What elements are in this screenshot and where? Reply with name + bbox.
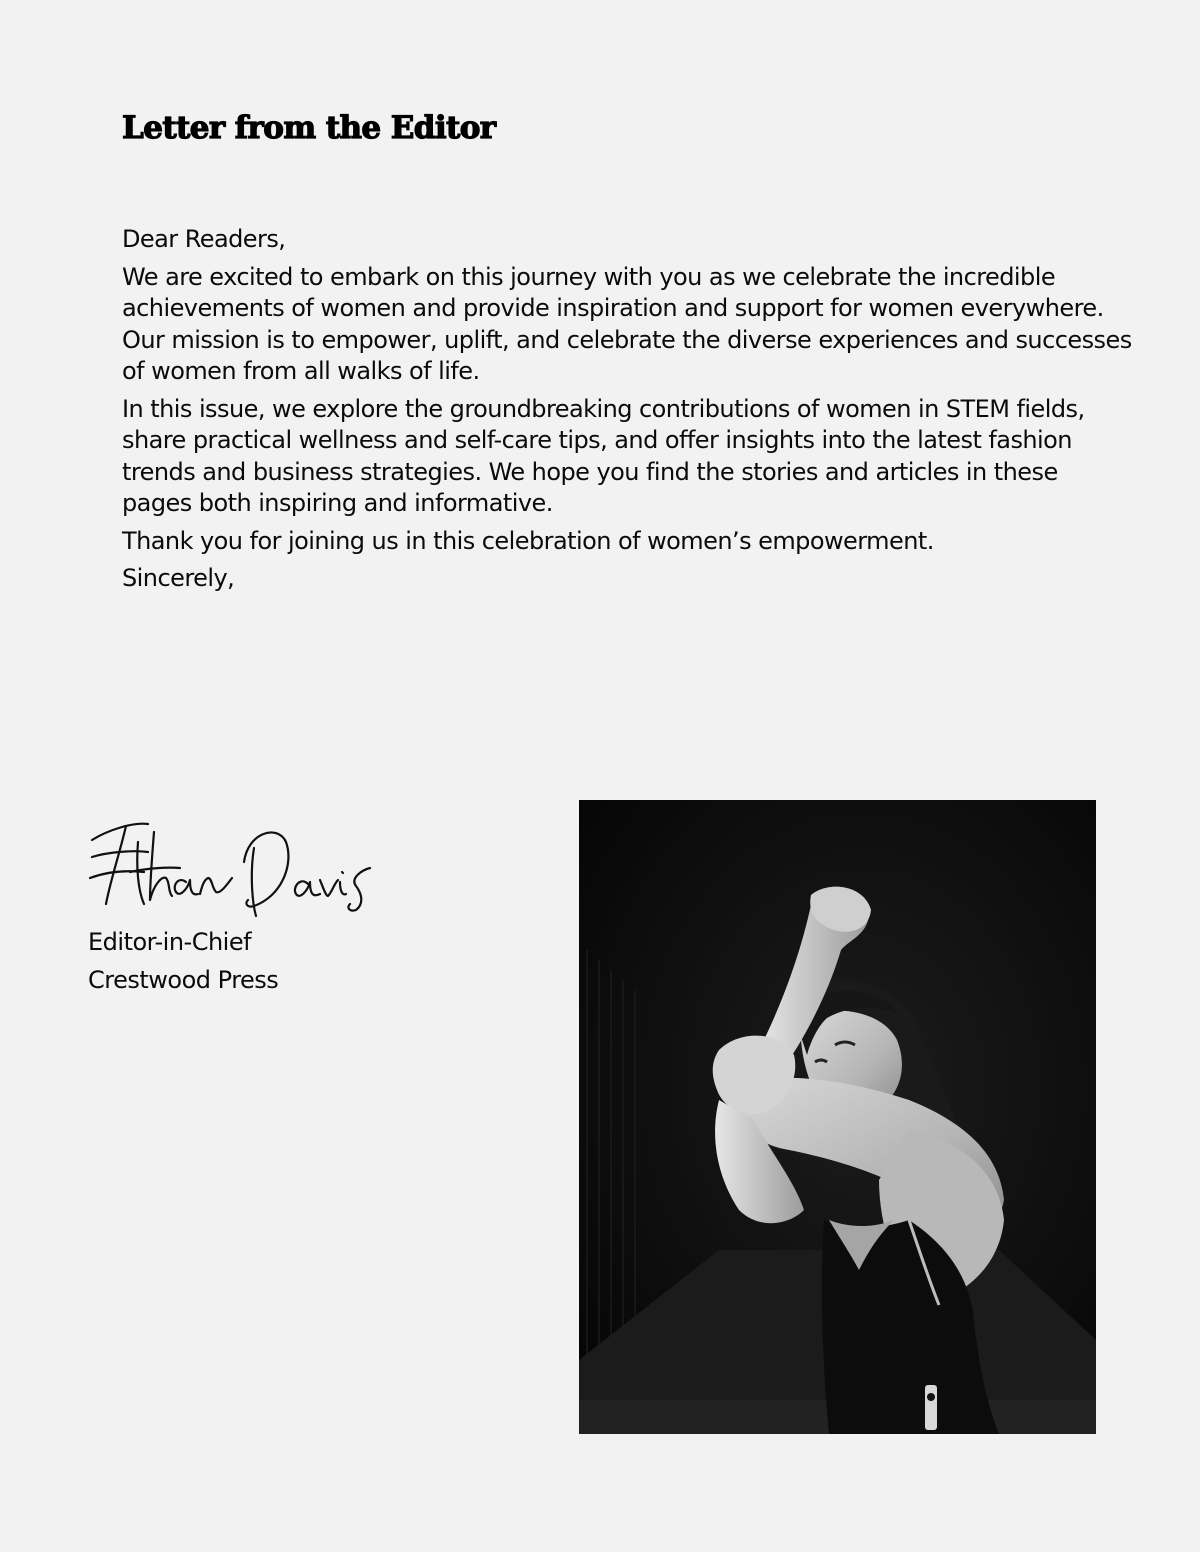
letter-salutation: Dear Readers, — [122, 225, 286, 253]
signature-role: Editor-in-Chief — [88, 928, 252, 956]
letter-closing: Sincerely, — [122, 564, 235, 592]
signature-organization: Crestwood Press — [88, 966, 279, 994]
handwritten-signature — [88, 812, 373, 917]
letter-paragraph-3: Thank you for joining us in this celebration of women’s empowerment. — [122, 526, 934, 555]
letter-paragraph-2: In this issue, we explore the groundbreaking contributions of women in STEM fields, share practical wellness and self-care tips, and offer insights into the latest fashion trends and business strategies. We hope you find the stories and articles in these pages both inspiring and informative. — [122, 394, 1085, 517]
letter-body — [122, 224, 1132, 601]
signature-block — [88, 812, 408, 999]
portrait-photo — [579, 800, 1096, 1434]
page-title: Letter from the Editor — [122, 110, 496, 146]
letter-paragraph-1: We are excited to embark on this journey with you as we celebrate the incredible achievements of women and provide inspiration and support for women everywhere. Our mission is to empower, uplift, and celebrate the diverse experiences and successes of women from all walks of life. — [122, 262, 1132, 385]
portrait-illustration — [579, 800, 1096, 1434]
